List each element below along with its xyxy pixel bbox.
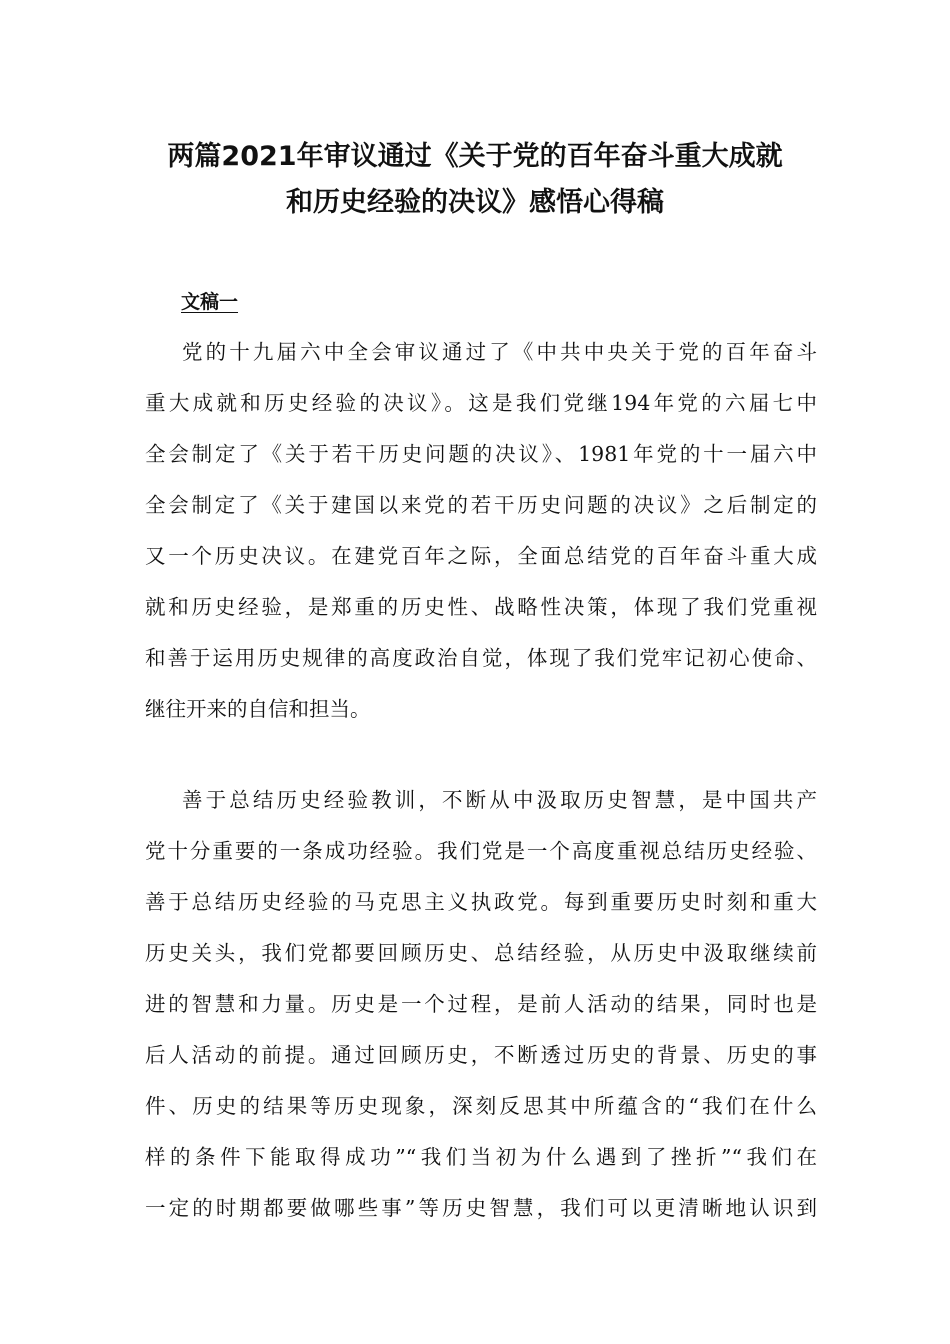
paragraph-1 bbox=[145, 327, 817, 735]
section-heading: 文稿一 bbox=[181, 291, 239, 313]
paragraph-line: 后人活动的前提。通过回顾历史，不断透过历史的背景、历史的事 bbox=[145, 1043, 817, 1067]
paragraph-line: 善于总结历史经验的马克思主义执政党。每到重要历史时刻和重大 bbox=[145, 890, 817, 914]
paragraph-line: 件、历史的结果等历史现象，深刻反思其中所蕴含的“我们在什么 bbox=[145, 1094, 817, 1118]
document-title-line-1: 两篇2021年审议通过《关于党的百年奋斗重大成就 bbox=[167, 141, 783, 172]
paragraph-line: 全会制定了《关于若干历史问题的决议》、1981年党的十一届六中 bbox=[145, 442, 817, 466]
paragraph-line: 一定的时期都要做哪些事”等历史智慧，我们可以更清晰地认识到 bbox=[145, 1196, 817, 1220]
paragraph-line: 继往开来的自信和担当。 bbox=[145, 697, 371, 721]
paragraph-line: 进的智慧和力量。历史是一个过程，是前人活动的结果，同时也是 bbox=[145, 992, 817, 1016]
paragraph-2 bbox=[145, 775, 817, 1234]
paragraph-line: 善于总结历史经验教训，不断从中汲取历史智慧，是中国共产 bbox=[182, 788, 817, 812]
paragraph-line: 历史关头，我们党都要回顾历史、总结经验，从历史中汲取继续前 bbox=[145, 941, 817, 965]
paragraph-line: 全会制定了《关于建国以来党的若干历史问题的决议》之后制定的 bbox=[145, 493, 817, 517]
document-title-line-2: 和历史经验的决议》感悟心得稿 bbox=[286, 187, 664, 218]
paragraph-line: 样的条件下能取得成功”“我们当初为什么遇到了挫折”“我们在 bbox=[145, 1145, 817, 1169]
paragraph-line: 就和历史经验，是郑重的历史性、战略性决策，体现了我们党重视 bbox=[145, 595, 817, 619]
paragraph-line: 和善于运用历史规律的高度政治自觉，体现了我们党牢记初心使命、 bbox=[145, 646, 817, 670]
paragraph-line: 党的十九届六中全会审议通过了《中共中央关于党的百年奋斗 bbox=[182, 340, 817, 364]
paragraph-line: 党十分重要的一条成功经验。我们党是一个高度重视总结历史经验、 bbox=[145, 839, 817, 863]
paragraph-line: 重大成就和历史经验的决议》。这是我们党继194年党的六届七中 bbox=[145, 391, 817, 415]
paragraph-line: 又一个历史决议。在建党百年之际，全面总结党的百年奋斗重大成 bbox=[145, 544, 817, 568]
